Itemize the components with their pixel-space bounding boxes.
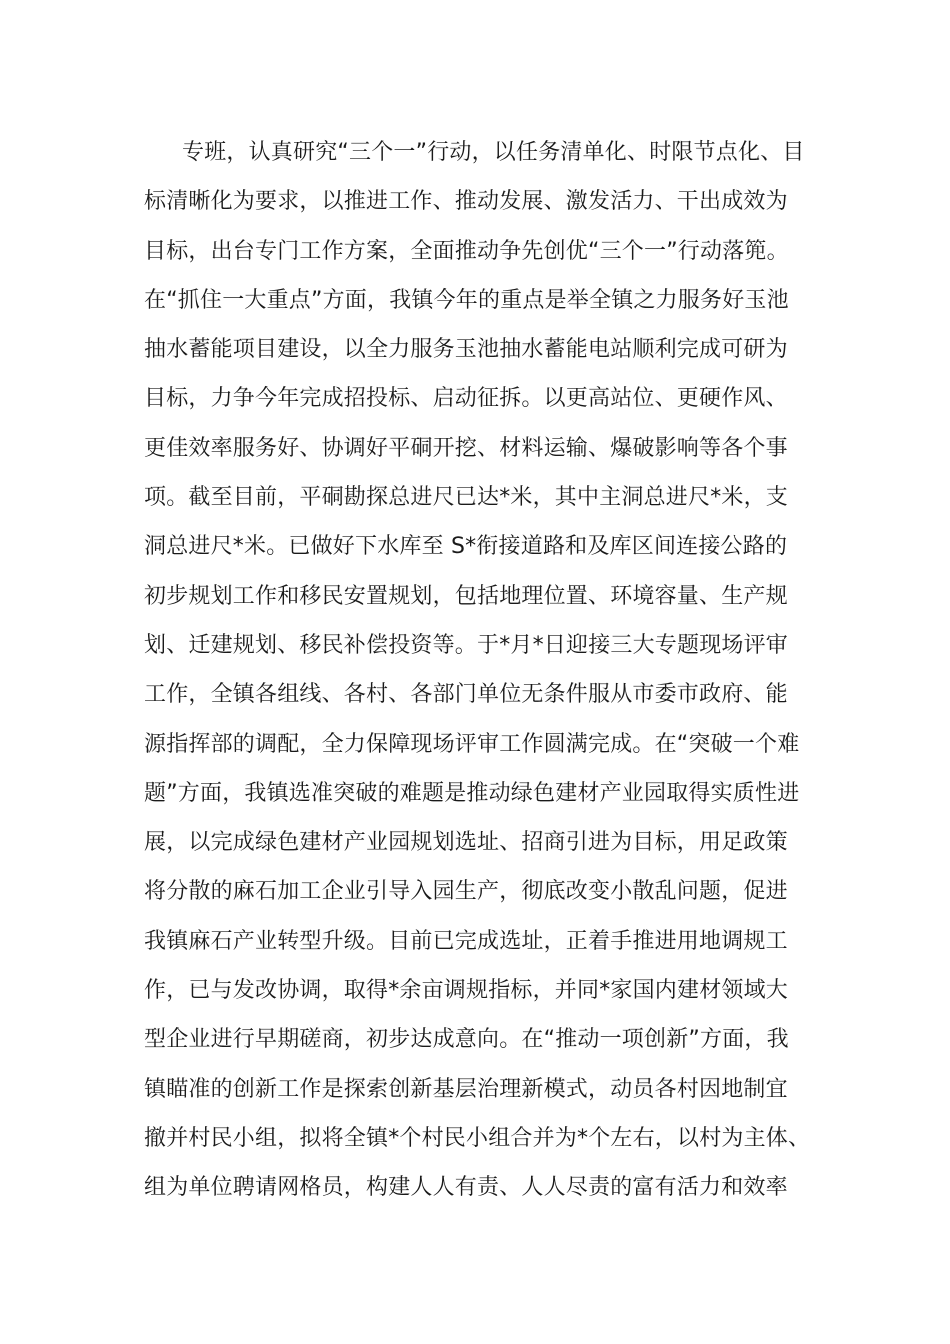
text-line: 目标，出台专门工作方案，全面推动争先创优“三个一”行动落篼。	[144, 238, 789, 264]
text-line: 更佳效率服务好、协调好平硐开挖、材料运输、爆破影响等各个事	[144, 435, 788, 461]
text-line: 初步规划工作和移民安置规划，包括地理位置、环境容量、生产规	[144, 583, 788, 609]
text-line: 作，已与发改协调，取得*余亩调规指标，并同*家国内建材领域大	[144, 978, 789, 1004]
text-line: 在“抓住一大重点”方面，我镇今年的重点是举全镇之力服务好玉池	[144, 287, 789, 313]
text-line: 我镇麻石产业转型升级。目前已完成选址，正着手推进用地调规工	[144, 928, 788, 954]
text-line: 抽水蓄能项目建设，以全力服务玉池抽水蓄能电站顺利完成可研为	[144, 337, 788, 363]
body-paragraph	[144, 128, 824, 1213]
text-line: 将分散的麻石加工企业引导入园生产，彻底改变小散乱问题，促进	[144, 879, 788, 905]
text-line: 撤并村民小组，拟将全镇*个村民小组合并为*个左右，以村为主体、	[144, 1125, 811, 1151]
text-line: 专班，认真研究“三个一”行动，以任务清单化、时限节点化、目	[182, 140, 805, 165]
text-line: 型企业进行早期磋商，初步达成意向。在“推动一项创新”方面，我	[144, 1027, 789, 1053]
text-line: 划、迁建规划、移民补偿投资等。于*月*日迎接三大专题现场评审	[144, 632, 789, 658]
text-line: 源指挥部的调配，全力保障现场评审工作圆满完成。在“突破一个难	[144, 731, 800, 757]
text-line: 题”方面，我镇选准突破的难题是推动绿色建材产业园取得实质性进	[144, 780, 800, 806]
text-line: 项。截至目前，平硐勘探总进尺已达*米，其中主洞总进尺*米，支	[144, 485, 789, 511]
text-line: 镇瞄准的创新工作是探索创新基层治理新模式，动员各村因地制宜	[144, 1076, 788, 1102]
text-line: 洞总进尺*米。已做好下水库至 S*衔接道路和及库区间连接公路的	[144, 534, 788, 560]
text-line: 展，以完成绿色建材产业园规划选址、招商引进为目标，用足政策	[144, 830, 788, 856]
text-line: 目标，力争今年完成招投标、启动征拆。以更高站位、更硬作风、	[144, 386, 788, 412]
text-line: 组为单位聘请网格员，构建人人有责、人人尽责的富有活力和效率	[144, 1175, 788, 1201]
text-line: 标清晰化为要求，以推进工作、推动发展、激发活力、干出成效为	[144, 189, 788, 215]
text-line: 工作，全镇各组线、各村、各部门单位无条件服从市委市政府、能	[144, 682, 788, 708]
